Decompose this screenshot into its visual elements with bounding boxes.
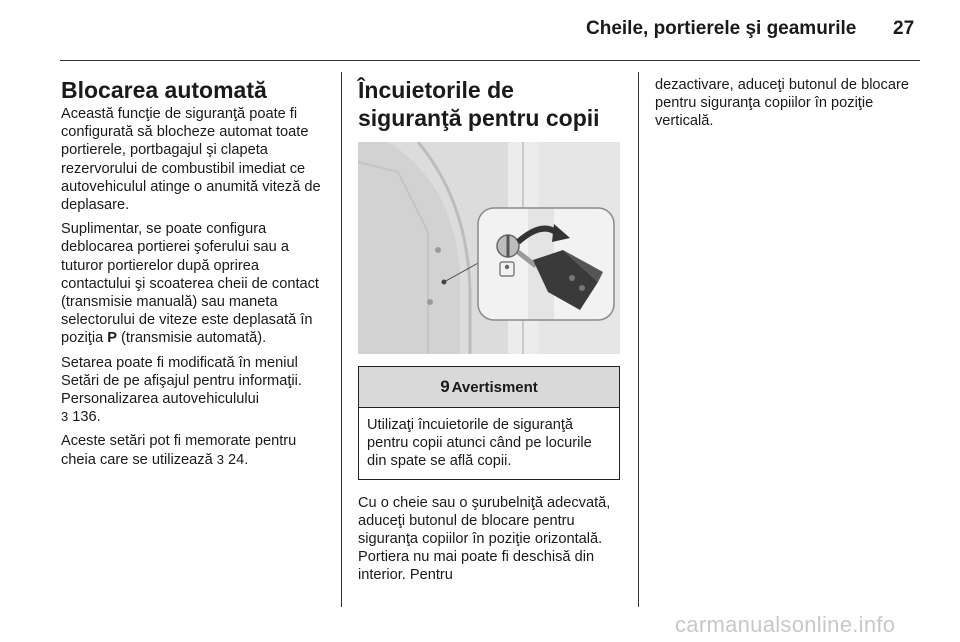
- paragraph-text: Aceste setări pot fi memorate pentru cheia care se utilizează: [61, 433, 297, 468]
- column-divider-1: [341, 72, 342, 607]
- watermark: carmanualsonline.info: [675, 612, 896, 637]
- header-divider: [60, 60, 920, 61]
- paragraph-auto-unlock: [61, 220, 331, 347]
- paragraph-child-lock-activate: Cu o cheie sau o şurubelniţă adecvată, aduceţi butonul de blocare pentru siguranţa copiilor în poziţie orizontală. Portiera nu mai poate fi deschisă din interior. Pentru: [358, 494, 611, 584]
- paragraph-settings: [61, 354, 331, 427]
- child-lock-illustration: [358, 142, 620, 354]
- warning-box: [358, 366, 620, 480]
- gear-position-p: P: [107, 330, 117, 347]
- warning-header: [359, 367, 619, 408]
- column-2: [358, 76, 623, 591]
- section-heading-child-locks: Încuietorile de siguranţă pentru copii: [358, 77, 600, 131]
- paragraph-text: Suplimentar, se poate configura deblocarea portierei şoferului sau a tuturor portierelor după oprirea contactului şi scoaterea cheii de contact (transmisie manuală) sau maneta selectorului de viteze este deplasată în poziţia: [61, 221, 319, 347]
- paragraph-text-end: (transmisie automată).: [116, 330, 267, 347]
- paragraph-text: Setarea poate fi modificată în meniul Setări de pe afişajul pentru informaţii. Personalizarea autovehiculului: [61, 354, 302, 408]
- page-reference-icon: 3: [216, 451, 224, 467]
- page-reference-icon: 3: [61, 409, 69, 425]
- paragraph-auto-lock-intro: Această funcţie de siguranţă poate fi configurată să blocheze automat toate portierele, portbagajul şi clapeta rezervorului de combustibil imediat ce autovehiculul atinge o anumită viteză de deplasare.: [61, 106, 321, 214]
- warning-icon: 9: [440, 377, 450, 396]
- column-3: [655, 76, 920, 137]
- section-heading-auto-lock: Blocarea automată: [61, 77, 267, 103]
- paragraph-child-lock-deactivate: dezactivare, aduceţi butonul de blocare pentru siguranţa copiilor în poziţie verticală.: [655, 77, 909, 130]
- page-header-title: Cheile, portierele şi geamurile: [586, 18, 857, 39]
- paragraph-key-memory: [61, 432, 331, 468]
- page-reference: 24.: [223, 451, 249, 468]
- page-number: 27: [893, 18, 915, 39]
- page-reference: 136.: [68, 409, 101, 426]
- warning-title: Avertisment: [451, 378, 538, 396]
- column-1: [61, 76, 331, 475]
- warning-text: Utilizaţi încuietorile de siguranţă pentru copii atunci când pe locurile din spate se află copii.: [367, 417, 592, 470]
- column-divider-2: [638, 72, 639, 607]
